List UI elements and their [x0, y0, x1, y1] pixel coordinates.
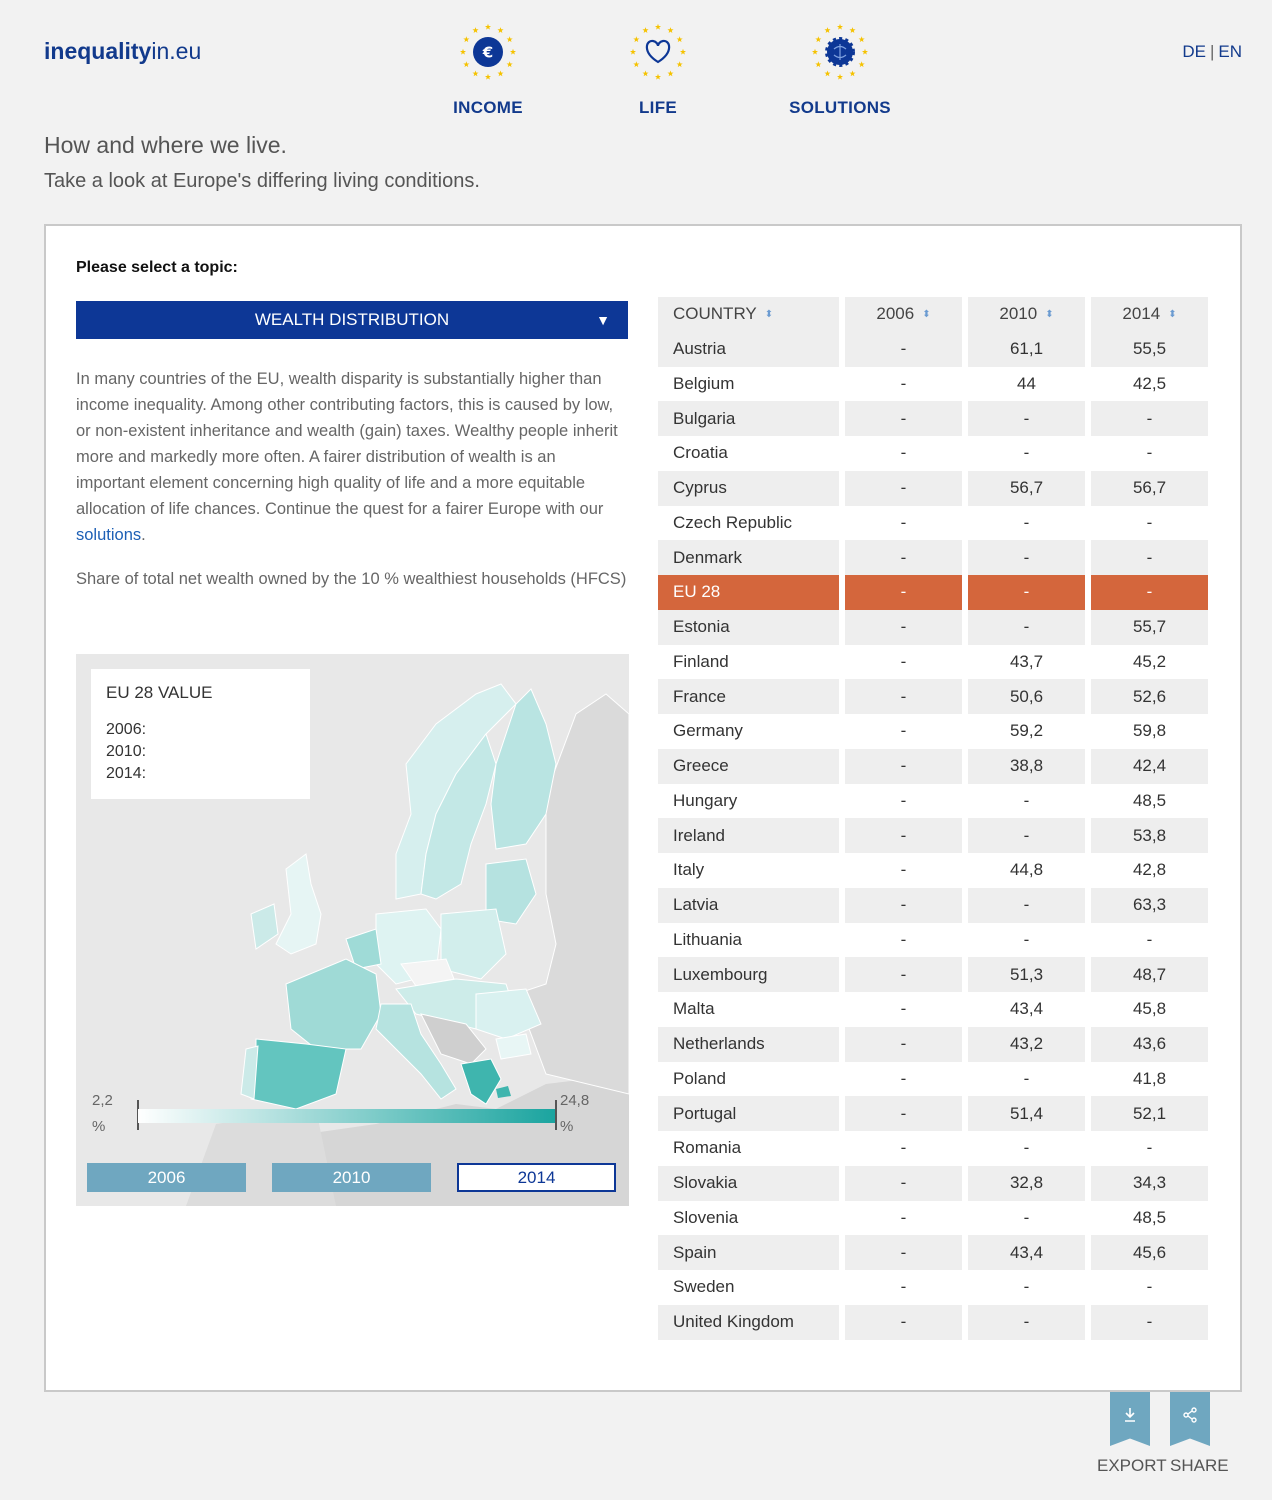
- cell-value: -: [900, 373, 907, 393]
- euro-coin-icon: [458, 22, 518, 82]
- share-icon: [1182, 1406, 1198, 1424]
- table-row: [658, 1027, 1211, 1062]
- header-2010[interactable]: [968, 297, 1085, 332]
- map-country-poland: [441, 909, 506, 979]
- table-row: [658, 749, 1211, 784]
- cell-country: Germany: [673, 721, 743, 741]
- cell-value: 51,4: [968, 1096, 1085, 1131]
- cell-value: -: [968, 610, 1085, 645]
- nav-label-life: LIFE: [638, 98, 678, 117]
- cell-value: 42,4: [1091, 749, 1208, 784]
- cell-value: -: [900, 1207, 907, 1227]
- cell-country: Italy: [673, 860, 705, 880]
- cell-value: -: [845, 818, 962, 853]
- cell-value: -: [900, 790, 907, 810]
- sort-icon: ⬍: [1168, 308, 1177, 320]
- cell-value: -: [1146, 443, 1153, 463]
- cell-value: 55,5: [1091, 332, 1208, 367]
- star-icon: [485, 24, 491, 30]
- nav-item-life[interactable]: [588, 22, 728, 118]
- map-country-greece: [461, 1059, 501, 1104]
- cell-value: 38,8: [968, 749, 1085, 784]
- cell-value: 48,7: [1091, 957, 1208, 992]
- star-icon: [633, 36, 639, 42]
- cell-value: -: [845, 679, 962, 714]
- cell-country: Sweden: [673, 1277, 735, 1297]
- star-icon: [677, 36, 683, 42]
- cell-country: Croatia: [673, 443, 728, 463]
- solutions-link[interactable]: solutions: [76, 526, 142, 544]
- star-icon: [497, 70, 503, 76]
- star-icon: [824, 70, 830, 76]
- topic-description: [76, 366, 628, 548]
- cell-country: Slovenia: [673, 1207, 739, 1227]
- header-2014-label: 2014: [1122, 304, 1161, 324]
- logo-part1: inequality: [44, 38, 152, 64]
- description-end: .: [141, 526, 146, 544]
- table-row: [658, 992, 1211, 1027]
- cell-value: -: [968, 888, 1085, 923]
- table-row: [658, 1062, 1211, 1097]
- table-row: [658, 610, 1211, 645]
- table-row: [658, 957, 1211, 992]
- table-row: [658, 784, 1211, 819]
- star-icon: [815, 61, 821, 67]
- table-row: [658, 506, 1211, 541]
- cell-value: 42,5: [1132, 373, 1167, 393]
- table-row: [658, 1305, 1211, 1340]
- header-country[interactable]: [658, 297, 839, 332]
- intro-subheading: Take a look at Europe's differing living conditions.: [44, 170, 480, 192]
- eu-value-box: [91, 669, 310, 799]
- table-row: [658, 1131, 1211, 1166]
- map-country-france: [286, 959, 381, 1049]
- language-switch: [1182, 42, 1242, 62]
- nav-item-solutions[interactable]: [770, 22, 910, 118]
- star-icon: [472, 27, 478, 33]
- share-button[interactable]: [1170, 1392, 1210, 1446]
- legend-max-value: 24,8: [560, 1092, 590, 1109]
- eu-value-year-2014: 2014:: [106, 765, 147, 782]
- cell-value: -: [1146, 512, 1153, 532]
- cell-value: 44,8: [1009, 860, 1044, 880]
- cell-value: -: [900, 1277, 907, 1297]
- cell-value: -: [845, 332, 962, 367]
- cell-value: -: [900, 1138, 907, 1158]
- cell-value: -: [845, 575, 962, 610]
- cell-value: 43,6: [1091, 1027, 1208, 1062]
- table-row: [658, 818, 1211, 853]
- year-button-2014[interactable]: 2014: [457, 1163, 616, 1192]
- star-icon: [463, 36, 469, 42]
- table-row: [658, 1166, 1211, 1201]
- table-row: [658, 367, 1211, 402]
- cell-value: 48,5: [1132, 1207, 1167, 1227]
- star-icon: [824, 27, 830, 33]
- topic-select-label: Please select a topic:: [76, 259, 238, 276]
- cell-value: 45,8: [1132, 999, 1167, 1019]
- cell-value: -: [845, 1096, 962, 1131]
- cell-value: 44: [1017, 373, 1036, 393]
- cell-value: 59,2: [1009, 721, 1044, 741]
- star-icon: [507, 36, 513, 42]
- cell-value: -: [900, 512, 907, 532]
- star-icon: [507, 61, 513, 67]
- cell-value: -: [845, 1235, 962, 1270]
- cell-value: -: [845, 749, 962, 784]
- export-label: EXPORT: [1097, 1456, 1167, 1475]
- heart-icon: [628, 22, 688, 82]
- lang-de-link[interactable]: DE: [1182, 42, 1206, 61]
- legend-max-unit: %: [560, 1118, 574, 1135]
- eu-value-title: EU 28 VALUE: [106, 683, 213, 702]
- cell-country: EU 28: [658, 575, 839, 610]
- cell-value: 50,6: [968, 679, 1085, 714]
- cell-value: -: [1023, 512, 1030, 532]
- eu-value-year-2006: 2006:: [106, 721, 147, 738]
- cell-value: 51,3: [968, 957, 1085, 992]
- table-header: [658, 297, 1211, 332]
- cell-value: 41,8: [1132, 1068, 1167, 1088]
- legend-min: [92, 1088, 113, 1140]
- content-panel: [44, 224, 1242, 1392]
- cell-value: -: [900, 443, 907, 463]
- svg-text:€: €: [482, 43, 494, 62]
- map-country-ireland: [251, 904, 278, 949]
- cell-value: -: [968, 540, 1085, 575]
- star-icon: [859, 36, 865, 42]
- lang-separator: |: [1209, 42, 1215, 61]
- cell-value: -: [968, 818, 1085, 853]
- table-row: [658, 888, 1211, 923]
- eu-value-year-2010: 2010:: [106, 743, 147, 760]
- cell-value: -: [845, 471, 962, 506]
- star-icon: [812, 49, 818, 55]
- star-icon: [655, 24, 661, 30]
- cell-value: -: [900, 651, 907, 671]
- map-country-spain: [251, 1039, 346, 1109]
- cell-value: -: [845, 540, 962, 575]
- table-row: [658, 679, 1211, 714]
- table-row: [658, 540, 1211, 575]
- cell-value: -: [968, 1305, 1085, 1340]
- sort-icon: ⬍: [1045, 308, 1054, 320]
- country-table: [658, 297, 1211, 1340]
- cell-country: Lithuania: [673, 929, 743, 949]
- cell-country: Romania: [673, 1138, 742, 1158]
- cell-value: 52,6: [1091, 679, 1208, 714]
- cell-value: 45,2: [1132, 651, 1167, 671]
- cell-value: -: [1023, 1068, 1030, 1088]
- nav-item-income[interactable]: [418, 22, 558, 118]
- cell-country: Malta: [673, 999, 715, 1019]
- cell-country: Slovakia: [658, 1166, 839, 1201]
- star-icon: [472, 70, 478, 76]
- nav-label-solutions: SOLUTIONS: [789, 98, 891, 117]
- cell-value: -: [900, 999, 907, 1019]
- table-row: [658, 1235, 1211, 1270]
- cell-value: -: [1023, 790, 1030, 810]
- cell-country: Ireland: [658, 818, 839, 853]
- cell-value: -: [845, 1027, 962, 1062]
- table-row: [658, 436, 1211, 471]
- star-icon: [460, 49, 466, 55]
- cell-value: -: [845, 1305, 962, 1340]
- star-icon: [837, 74, 843, 80]
- cell-value: 42,8: [1132, 860, 1167, 880]
- cell-value: -: [1023, 1207, 1030, 1227]
- table-row: [658, 1201, 1211, 1236]
- cell-value: -: [1023, 1277, 1030, 1297]
- cell-value: 34,3: [1091, 1166, 1208, 1201]
- europe-map: [76, 654, 629, 1206]
- cell-value: -: [845, 1166, 962, 1201]
- chevron-down-icon: ▼: [596, 312, 610, 328]
- cell-country: Finland: [673, 651, 729, 671]
- cell-value: 43,7: [1009, 651, 1044, 671]
- cell-value: 59,8: [1132, 721, 1167, 741]
- star-icon: [667, 70, 673, 76]
- cell-value: 45,6: [1091, 1235, 1208, 1270]
- star-icon: [815, 36, 821, 42]
- star-icon: [849, 70, 855, 76]
- star-icon: [485, 74, 491, 80]
- cell-value: 56,7: [968, 471, 1085, 506]
- cell-value: -: [968, 575, 1085, 610]
- cell-value: -: [845, 610, 962, 645]
- cell-country: Bulgaria: [658, 401, 839, 436]
- cell-country: Luxembourg: [658, 957, 839, 992]
- cell-value: -: [1091, 575, 1208, 610]
- table-row: [658, 923, 1211, 958]
- star-icon: [497, 27, 503, 33]
- header-country-label: COUNTRY: [673, 304, 757, 324]
- star-icon: [633, 61, 639, 67]
- export-button[interactable]: [1110, 1392, 1150, 1446]
- legend-gradient: [138, 1109, 556, 1123]
- header-2006[interactable]: [845, 297, 962, 332]
- cell-value: -: [845, 401, 962, 436]
- cell-value: 48,5: [1132, 790, 1167, 810]
- star-icon: [642, 27, 648, 33]
- table-row: [658, 471, 1211, 506]
- cell-value: -: [845, 957, 962, 992]
- cell-value: -: [1023, 443, 1030, 463]
- star-icon: [849, 27, 855, 33]
- table-row: [658, 714, 1211, 749]
- star-icon: [510, 49, 516, 55]
- cell-country: Netherlands: [658, 1027, 839, 1062]
- star-icon: [837, 24, 843, 30]
- cell-value: 53,8: [1091, 818, 1208, 853]
- header-2014[interactable]: [1091, 297, 1208, 332]
- cell-value: -: [968, 401, 1085, 436]
- cell-value: -: [900, 721, 907, 741]
- logo-part2: in.eu: [151, 38, 202, 64]
- star-icon: [667, 27, 673, 33]
- cell-value: 32,8: [968, 1166, 1085, 1201]
- map-country-greece-islands: [496, 1086, 511, 1098]
- cell-value: -: [1146, 929, 1153, 949]
- download-icon: [1122, 1406, 1138, 1424]
- nav-label-income: INCOME: [453, 98, 523, 117]
- cell-value: -: [1146, 1277, 1153, 1297]
- legend-max: [560, 1088, 589, 1140]
- cell-country: Denmark: [658, 540, 839, 575]
- cell-value: 43,4: [1009, 999, 1044, 1019]
- description-text: In many countries of the EU, wealth disparity is substantially higher than income inequality. Among other contributing factors, this is caused by low, or non-existent inheritance and wealth (gain) taxes. Wealthy people inherit more and markedly more often. A fairer distribution of wealth is an important element concerning high quality of life and a more equitable allocation of life chances. Continue the quest for a fairer Europe with our: [76, 370, 618, 518]
- main-nav: [430, 22, 920, 122]
- year-button-2010[interactable]: 2010: [272, 1163, 431, 1192]
- topic-dropdown-value: WEALTH DISTRIBUTION: [254, 310, 450, 329]
- star-icon: [655, 74, 661, 80]
- cell-value: -: [900, 1068, 907, 1088]
- star-icon: [680, 49, 686, 55]
- table-row: [658, 1270, 1211, 1305]
- table-row: [658, 1096, 1211, 1131]
- cell-value: 52,1: [1091, 1096, 1208, 1131]
- cell-value: -: [900, 929, 907, 949]
- intro-heading: How and where we live.: [44, 132, 287, 158]
- share-label: SHARE: [1170, 1456, 1229, 1475]
- site-logo[interactable]: [44, 38, 201, 65]
- cell-value: 43,4: [968, 1235, 1085, 1270]
- cell-value: -: [1091, 540, 1208, 575]
- table-row: [658, 645, 1211, 680]
- map-country-bulgaria: [496, 1034, 531, 1059]
- cell-country: Hungary: [673, 790, 738, 810]
- map-country-uk: [276, 854, 321, 954]
- sort-icon: ⬍: [922, 308, 931, 320]
- star-icon: [630, 49, 636, 55]
- cell-country: Cyprus: [658, 471, 839, 506]
- cell-value: -: [1146, 1138, 1153, 1158]
- indicator-description: Share of total net wealth owned by the 10 % wealthiest households (HFCS): [76, 570, 627, 588]
- cell-country: Belgium: [673, 373, 735, 393]
- table-row-highlighted: [658, 575, 1211, 610]
- cell-value: 43,2: [968, 1027, 1085, 1062]
- year-button-2006[interactable]: 2006: [87, 1163, 246, 1192]
- cell-country: France: [658, 679, 839, 714]
- cell-value: 63,3: [1091, 888, 1208, 923]
- legend-min-unit: %: [92, 1118, 106, 1135]
- topic-dropdown[interactable]: [76, 301, 628, 339]
- table-row: [658, 332, 1211, 367]
- header-2010-label: 2010: [999, 304, 1038, 324]
- cell-value: -: [1023, 929, 1030, 949]
- star-icon: [677, 61, 683, 67]
- cell-country: Portugal: [658, 1096, 839, 1131]
- legend-tick-right: [555, 1100, 557, 1130]
- gear-brain-icon: [810, 22, 870, 82]
- cell-value: -: [900, 860, 907, 880]
- cell-country: Czech Republic: [673, 512, 793, 532]
- lang-en-link[interactable]: EN: [1218, 42, 1242, 61]
- legend-min-value: 2,2: [92, 1092, 113, 1109]
- cell-country: Latvia: [658, 888, 839, 923]
- table-row: [658, 401, 1211, 436]
- cell-country: Estonia: [658, 610, 839, 645]
- table-row: [658, 853, 1211, 888]
- cell-country: Poland: [673, 1068, 726, 1088]
- cell-country: Spain: [658, 1235, 839, 1270]
- header-2006-label: 2006: [876, 304, 915, 324]
- cell-country: United Kingdom: [658, 1305, 839, 1340]
- cell-value: 56,7: [1091, 471, 1208, 506]
- cell-value: -: [1091, 401, 1208, 436]
- star-icon: [642, 70, 648, 76]
- cell-value: 55,7: [1091, 610, 1208, 645]
- cell-value: -: [845, 888, 962, 923]
- cell-country: Austria: [658, 332, 839, 367]
- star-icon: [859, 61, 865, 67]
- sort-icon: ⬍: [764, 308, 774, 320]
- cell-value: -: [1023, 1138, 1030, 1158]
- star-icon: [463, 61, 469, 67]
- table-body: [658, 332, 1211, 1340]
- cell-value: 61,1: [968, 332, 1085, 367]
- star-icon: [862, 49, 868, 55]
- cell-country: Greece: [658, 749, 839, 784]
- cell-value: -: [1091, 1305, 1208, 1340]
